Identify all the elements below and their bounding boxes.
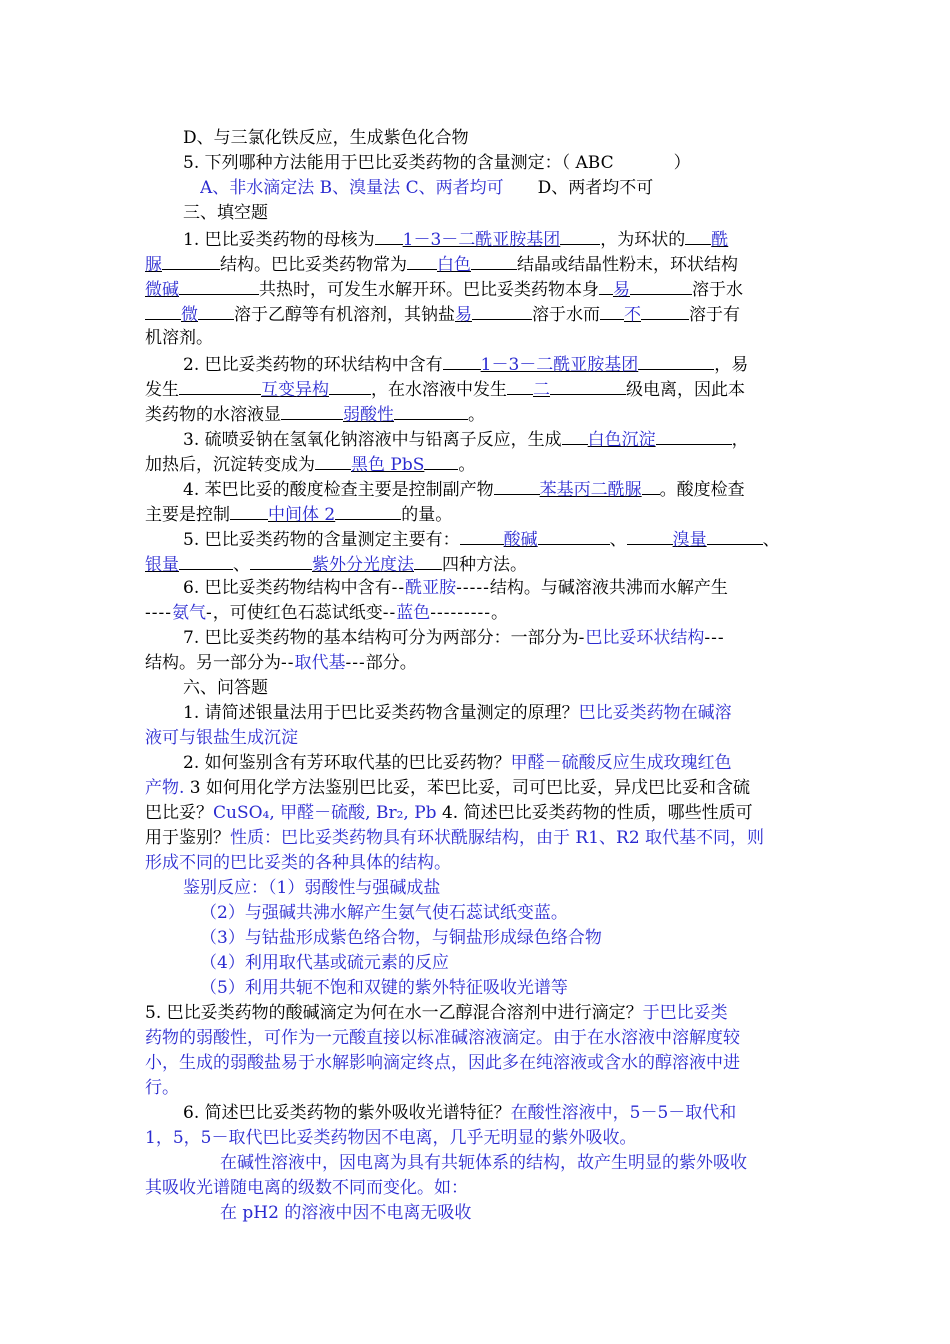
answer-text: （4）利用取代基或硫元素的反应	[200, 953, 449, 973]
static-text: 机溶剂。	[145, 328, 213, 348]
answer-text: 行。	[145, 1078, 179, 1098]
answer-text: 二	[533, 380, 550, 400]
answer-text: 溴量	[672, 530, 707, 550]
question-text: 用于鉴别？	[145, 828, 230, 848]
static-text: 发生	[145, 380, 179, 400]
qa-5-line-4	[145, 1076, 810, 1100]
answer-text: 鉴别反应：（1）弱酸性与强碱成盐	[183, 878, 441, 898]
answer-text: 形成不同的巴比妥类的各种具体的结构。	[145, 853, 451, 873]
static-text: 的量。	[401, 505, 453, 525]
fill-2-line-3	[145, 401, 810, 427]
section-heading-qa	[183, 676, 848, 700]
answer-text: 药物的弱酸性，可作为一元酸直接以标准碱溶液滴定。由于在水溶液中溶解度较	[145, 1028, 740, 1048]
static-text: 溶于水而	[532, 305, 600, 325]
static-text: 溶于有	[689, 305, 740, 325]
answer-text: 1，5，5－取代巴比妥类药物因不电离，几乎无明显的紫外吸收。	[145, 1128, 637, 1148]
answer-text: 互变异构	[261, 380, 329, 400]
qa-5-line-2	[145, 1026, 810, 1050]
answer-text: 在碱性溶液中，因电离为具有共轭体系的结构，故产生明显的紫外吸收	[220, 1153, 747, 1173]
static-text: 4. 苯巴比妥的酸度检查主要是控制副产物	[183, 480, 494, 500]
static-text: 主要是控制	[145, 505, 230, 525]
answer-text: 小，生成的弱酸盐易于水解影响滴定终点，因此多在纯溶液或含水的醇溶液中进	[145, 1053, 740, 1073]
question-text: 3 如何用化学方法鉴别巴比妥，苯巴比妥，司可巴比妥，异戊巴比妥和含硫	[184, 778, 751, 798]
question-text: ）	[673, 153, 691, 173]
answer-text: （3）与钴盐形成紫色络合物，与铜盐形成绿色络合物	[200, 928, 602, 948]
question-text: 1. 请简述银量法用于巴比妥类药物含量测定的原理？	[183, 703, 579, 723]
option-d-line	[183, 126, 848, 150]
answer-text: 液可与银盐生成沉淀	[145, 728, 298, 748]
fill-4-line-1	[183, 476, 848, 502]
fill-3-line-1	[183, 426, 848, 452]
answer-text: 巴比妥环状结构	[585, 628, 705, 648]
fill-2-line-1	[183, 351, 848, 377]
answer-text: 甲醛－硫酸反应生成玫瑰红色	[510, 753, 732, 773]
options-text: D、两者均不可	[537, 178, 654, 198]
qa-6-line-3	[220, 1151, 885, 1175]
qa-6-line-1	[183, 1101, 848, 1125]
fill-4-line-2	[145, 501, 810, 527]
qa-5-line-3	[145, 1051, 810, 1075]
question-5-line	[183, 151, 848, 175]
fill-1-line-2	[145, 251, 810, 277]
question-text: 2. 如何鉴别含有芳环取代基的巴比妥药物？	[183, 753, 511, 773]
options-line	[200, 176, 865, 200]
answer-text: 1－3－二酰亚胺基团	[402, 230, 561, 250]
answer-text: 不	[624, 305, 641, 325]
answer-text: 微	[181, 305, 198, 325]
fill-1-line-1	[183, 226, 848, 252]
fill-6-line-2: ----氨气-，可使红色石蕊试纸变--蓝色---------。	[145, 603, 508, 623]
static-text: ，易	[714, 355, 749, 375]
static-text: 加热后，沉淀转变成为	[145, 455, 315, 475]
qa-6-line-2	[145, 1126, 810, 1150]
reaction-line-4	[200, 951, 865, 975]
section-title: 六、问答题	[183, 678, 268, 698]
question-text: 巴比妥？	[145, 803, 213, 823]
answer-text: 脲	[145, 255, 162, 275]
fill-1-line-5	[145, 326, 810, 350]
static-text: ，在水溶液中发生	[371, 380, 507, 400]
static-text: 级电离，因此本	[626, 380, 745, 400]
static-text: 溶于乙醇等有机溶剂，其钠盐	[234, 305, 455, 325]
qa-2-line-1	[183, 751, 848, 775]
answer-text: 苯基丙二酰脲	[539, 480, 642, 500]
static-text: ，为环状的	[600, 230, 686, 250]
answer-text: 易	[455, 305, 472, 325]
static-text: 、	[609, 530, 627, 550]
answer-text: 中间体 2	[268, 505, 336, 525]
static-text: 7. 巴比妥类药物的基本结构可分为两部分：一部分为	[183, 628, 579, 648]
answer-text: 取代基	[294, 653, 346, 673]
static-text: 3. 硫喷妥钠在氢氧化钠溶液中与铅离子反应，生成	[183, 430, 562, 450]
static-text: 6. 巴比妥类药物结构中含有	[183, 578, 392, 598]
answer-text: 蓝色	[396, 603, 431, 623]
answer-text: 性质：巴比妥类药物具有环状酰脲结构，由于 R1、R2 取代基不同，则	[230, 828, 765, 848]
answer-text: 紫外分光度法	[312, 555, 414, 575]
answer-text: 其吸收光谱随电离的级数不同而变化。如：	[145, 1178, 468, 1198]
reaction-line-3	[200, 926, 865, 950]
static-text: 结构。巴比妥类药物常为	[220, 255, 407, 275]
answer-text: 易	[613, 280, 630, 300]
answer-text: 银量	[145, 555, 179, 575]
fill-3-line-2	[145, 451, 810, 477]
qa-2-line-5	[145, 851, 810, 875]
answer-text: 巴比妥类药物在碱溶	[578, 703, 732, 723]
static-text: 四种方法。	[442, 555, 527, 575]
qa-1-line-1	[183, 701, 848, 725]
answer-text: 白色	[437, 255, 471, 275]
reaction-line-5	[200, 976, 865, 1000]
section-heading-fill	[183, 201, 848, 225]
static-text: 溶于水	[692, 280, 743, 300]
static-text: ，	[731, 430, 749, 450]
qa-6-line-4	[145, 1176, 810, 1200]
qa-2-line-3	[145, 801, 810, 825]
fill-7-line-2: 结构。另一部分为--取代基---部分。	[145, 653, 417, 673]
answer-text: 1－3－二酰亚胺基团	[480, 355, 639, 375]
answer-text: CuSO₄, 甲醛－硫酸, Br₂, Pb	[213, 803, 437, 823]
qa-2-line-4	[145, 826, 810, 850]
question-text: 5. 巴比妥类药物的酸碱滴定为何在水一乙醇混合溶剂中进行滴定？	[145, 1003, 643, 1023]
reaction-line-2	[200, 901, 865, 925]
answer-text: 于巴比妥类	[642, 1003, 728, 1023]
static-text: 5. 巴比妥类药物的含量测定主要有：	[183, 530, 460, 550]
answer-text: 在 pH2 的溶液中因不电离无吸收	[220, 1203, 472, 1223]
question-text: 4. 简述巴比妥类药物的性质，哪些性质可	[436, 803, 753, 823]
qa-5-line-1	[145, 1001, 810, 1025]
static-text: 、	[762, 530, 780, 550]
answer-text: （5）利用共轭不饱和双键的紫外特征吸收光谱等	[200, 978, 568, 998]
section-title: 三、填空题	[183, 203, 268, 223]
question-text: 5. 下列哪种方法能用于巴比妥类药物的含量测定：（ ABC	[183, 153, 614, 173]
fill-7-line-1: 7. 巴比妥类药物的基本结构可分为两部分：一部分为-巴比妥环状结构---	[183, 628, 725, 648]
answer-text: 酰亚胺	[405, 578, 457, 598]
static-text: 2. 巴比妥类药物的环状结构中含有	[183, 355, 443, 375]
answer-text: 在酸性溶液中，5－5－取代和	[510, 1103, 737, 1123]
answer-text: 氨气	[171, 603, 206, 623]
static-text: 结晶或结晶性粉末，环状结构	[517, 255, 738, 275]
answer-text: 黑色 PbS	[351, 455, 425, 475]
static-text: 。	[468, 405, 485, 425]
static-text: 结构。另一部分为	[145, 653, 281, 673]
question-text: 6. 简述巴比妥类药物的紫外吸收光谱特征？	[183, 1103, 511, 1123]
static-text: ，可使红色石蕊试纸变	[212, 603, 383, 623]
fill-1-line-4	[145, 301, 810, 327]
static-text: 、	[233, 555, 250, 575]
fill-2-line-2	[145, 376, 810, 402]
answer-text: 白色沉淀	[587, 430, 656, 450]
fill-5-line-1	[183, 526, 848, 552]
static-text: 1. 巴比妥类药物的母核为	[183, 230, 375, 250]
static-text: 。酸度检查	[659, 480, 745, 500]
answer-text: 弱酸性	[343, 405, 394, 425]
answer-text: 微碱	[145, 280, 179, 300]
answer-text: 产物.	[145, 778, 185, 798]
option-text: D、与三氯化铁反应，生成紫色化合物	[183, 128, 469, 148]
static-text: 结构。与碱溶液共沸而水解产生	[489, 578, 728, 598]
fill-5-line-2	[145, 551, 810, 577]
qa-2-line-2	[145, 776, 810, 800]
options-text: A、非水滴定法 B、溴量法 C、两者均可	[200, 178, 504, 198]
static-text: 类药物的水溶液显	[145, 405, 281, 425]
fill-6-line-1: 6. 巴比妥类药物结构中含有--酰亚胺-----结构。与碱溶液共沸而水解产生	[183, 578, 728, 598]
reaction-line-1	[183, 876, 848, 900]
fill-1-line-3	[145, 276, 810, 302]
answer-text: （2）与强碱共沸水解产生氨气使石蕊试纸变蓝。	[200, 903, 568, 923]
static-text: 部分。	[365, 653, 417, 673]
answer-text: 酰	[711, 230, 729, 250]
answer-text: 酸碱	[503, 530, 538, 550]
static-text: 。	[458, 455, 476, 475]
qa-1-line-2	[145, 726, 810, 750]
qa-6-line-5	[220, 1201, 885, 1225]
static-text: 共热时，可发生水解开环。巴比妥类药物本身	[259, 280, 599, 300]
